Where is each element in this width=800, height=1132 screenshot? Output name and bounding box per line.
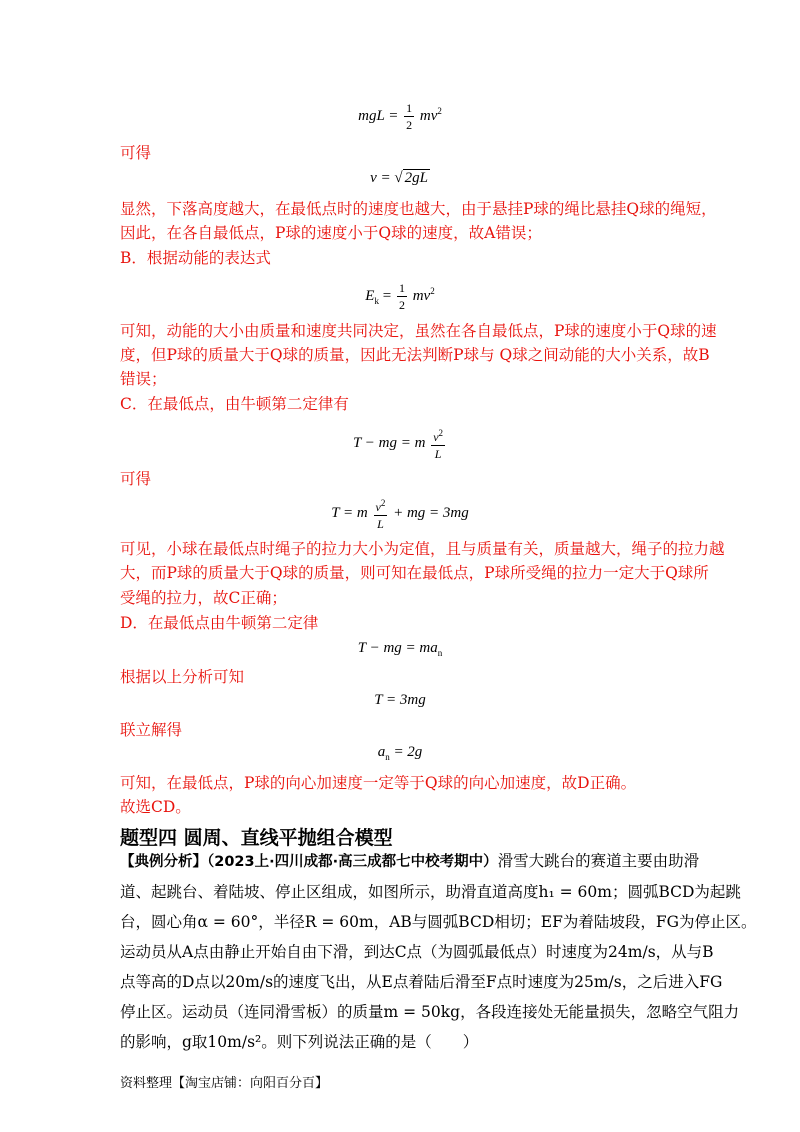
text-kede-1: 可得 (120, 144, 152, 162)
analysis-c-line-2: 大，而P球的质量大于Q球的质量，则可知在最低点，P球所受绳的拉力一定大于Q球所 (120, 564, 709, 582)
question-line-3: 台，圆心角α = 60°，半径R = 60m，AB与圆弧BCD相切；EF为着陆坡段，FG为停止区。 (120, 913, 757, 931)
question-line-5: 点等高的D点以20m/s的速度飞出，从E点着陆后滑至F点时速度为25m/s，之后进入FG (120, 973, 723, 991)
question-tag: 【典例分析】（2023上·四川成都·高三成都七中校考期中） (120, 854, 498, 870)
answer-line: 故选CD。 (120, 798, 191, 816)
equation-an: $a_n = 2g$ (377, 744, 423, 762)
equation-energy: mgL = $\frac{1}{2}$ $mv^2$ (358, 101, 442, 132)
question-line-2: 道、起跳台、着陆坡、停止区组成，如图所示，助滑直道高度h₁ = 60m；圆弧BCD为起跳 (120, 883, 741, 901)
analysis-a-line-2: 因此，在各自最低点，P球的速度小于Q球的速度，故A错误； (120, 224, 542, 242)
analysis-b-line-3: 错误； (120, 370, 167, 388)
analysis-a-line-1: 显然，下落高度越大，在最低点时的速度也越大，由于悬挂P球的绳比悬挂Q球的绳短， (120, 200, 717, 218)
text-kede-2: 可得 (120, 470, 152, 488)
question-paragraph (120, 846, 757, 1057)
footer-source: 资料整理【淘宝店铺：向阳百分百】 (120, 1076, 329, 1091)
text-summary: 根据以上分析可知 (120, 668, 245, 686)
analysis-b-line-2: 度，但P球的质量大于Q球的质量，因此无法判断P球与 Q球之间动能的大小关系，故B (120, 346, 710, 364)
option-b-heading: B．根据动能的表达式 (120, 249, 271, 267)
question-line-4: 运动员从A点由静止开始自由下滑，到达C点（为圆弧最低点）时速度为24m/s，从与B (120, 943, 714, 961)
question-line-7: 的影响，g取10m/s²。则下列说法正确的是（ ） (120, 1033, 479, 1051)
equation-velocity: v = √ 2gL (370, 170, 428, 186)
equation-tension: T = m $\frac{v^2}{L}$ + mg = 3mg (0, 495, 800, 532)
analysis-b-line-1: 可知，动能的大小由质量和速度共同决定，虽然在各自最低点，P球的速度小于Q球的速 (120, 322, 717, 340)
section-heading: 题型四 圆周、直线平抛组合模型 (120, 827, 393, 849)
equation-newton-d: T − mg = $ma_n$ (357, 640, 443, 658)
option-c-heading: C．在最低点，由牛顿第二定律有 (120, 395, 349, 413)
question-line-6: 停止区。运动员（连同滑雪板）的质量m = 50kg，各段连接处无能量损失，忽略空气阻力 (120, 1003, 740, 1021)
equation-t3mg: T = 3mg (374, 692, 426, 708)
equation-kinetic-energy: $E_k$ = $\frac{1}{2}$ $mv^2$ (365, 281, 435, 312)
analysis-c-line-3: 受绳的拉力，故C正确； (120, 589, 287, 607)
analysis-d-conclusion: 可知，在最低点，P球的向心加速度一定等于Q球的向心加速度，故D正确。 (120, 774, 637, 792)
equation-newton-c: T − mg = m $\frac{v^2}{L}$ (0, 425, 800, 462)
option-d-heading: D．在最低点由牛顿第二定律 (120, 614, 319, 632)
text-joint-solve: 联立解得 (120, 721, 183, 739)
analysis-c-line-1: 可见，小球在最低点时绳子的拉力大小为定值，且与质量有关，质量越大，绳子的拉力越 (120, 540, 725, 558)
question-line-1: 滑雪大跳台的赛道主要由助滑 (497, 852, 700, 870)
